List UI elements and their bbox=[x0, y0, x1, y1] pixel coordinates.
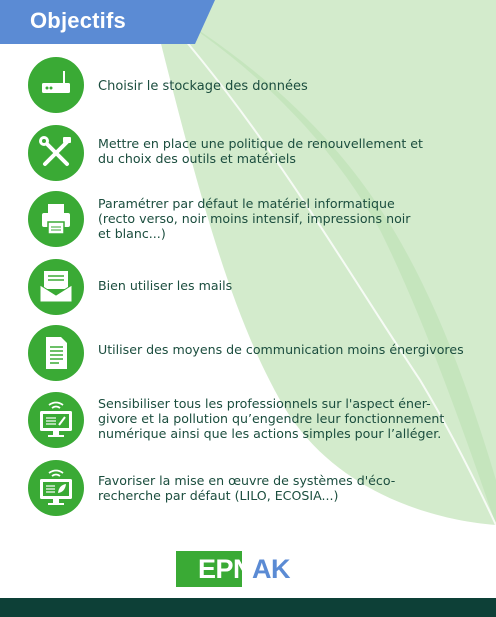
objective-text: Paramétrer par défaut le matériel informatique (recto verso, noir moins intensif, impressions noir et blanc...) bbox=[98, 196, 411, 241]
logo-part-n: N bbox=[233, 554, 253, 584]
objective-text: Bien utiliser les mails bbox=[98, 278, 233, 293]
page-title: Objectifs bbox=[30, 8, 126, 33]
objective-text: Utiliser des moyens de communication moins énergivores bbox=[98, 342, 464, 357]
printer-icon bbox=[28, 191, 84, 247]
logo-part-ep: EP bbox=[198, 554, 234, 584]
epnak-logo bbox=[176, 551, 300, 587]
objective-text: Choisir le stockage des données bbox=[98, 79, 308, 94]
eco-monitor-icon bbox=[28, 460, 84, 516]
objective-text: Mettre en place une politique de renouvellement et du choix des outils et matériels bbox=[98, 136, 423, 166]
document-icon bbox=[28, 325, 84, 381]
router-icon bbox=[28, 57, 84, 113]
objective-text: Sensibiliser tous les professionnels sur l'aspect éner- givore et la pollution qu’engendre leur fonctionnement numérique ainsi que les actions simples pour l’alléger. bbox=[98, 396, 445, 441]
logo-part-ak: AK bbox=[252, 554, 291, 584]
objective-text: Favoriser la mise en œuvre de systèmes d'éco- recherche par défaut (LILO, ECOSIA...) bbox=[98, 473, 396, 503]
tools-icon bbox=[28, 125, 84, 181]
logo-wordmark bbox=[198, 554, 290, 585]
monitor-icon bbox=[28, 392, 84, 448]
mail-icon bbox=[28, 259, 84, 315]
footer-bar bbox=[0, 598, 496, 617]
